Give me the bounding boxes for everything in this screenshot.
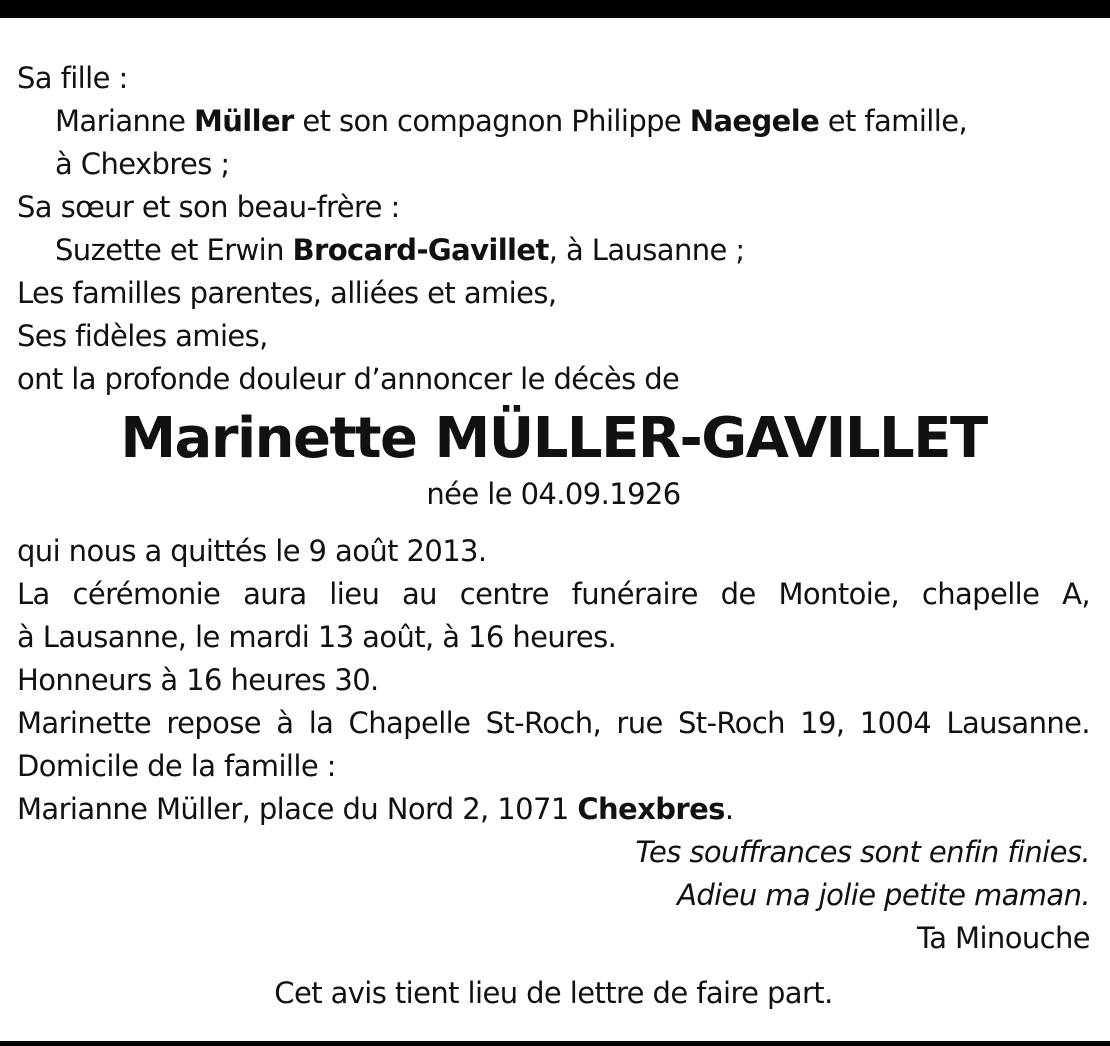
birth-date: née le 04.09.1926 bbox=[426, 477, 681, 511]
sister-surname: Brocard-Gavillet bbox=[292, 233, 549, 267]
domicile-town: Chexbres bbox=[577, 792, 725, 826]
domicile-line bbox=[17, 788, 1090, 831]
daughter-line bbox=[17, 100, 1090, 143]
verse-line-2: Adieu ma jolie petite maman. bbox=[677, 878, 1090, 912]
daughter-post: et famille, bbox=[819, 104, 968, 138]
sister-line bbox=[17, 229, 1090, 272]
ceremony-line-2: à Lausanne, le mardi 13 août, à 16 heures. bbox=[17, 620, 617, 654]
signature: Ta Minouche bbox=[916, 921, 1090, 955]
domicile-pre: Marianne Müller, place du Nord 2, 1071 bbox=[17, 792, 578, 826]
ceremony-line-1: La cérémonie aura lieu au centre funéraire de Montoie, chapelle A, bbox=[17, 577, 1090, 611]
domicile-post: . bbox=[724, 792, 734, 826]
daughter-pre: Marianne bbox=[55, 104, 194, 138]
daughter-place: à Chexbres ; bbox=[55, 147, 230, 181]
sister-pre: Suzette et Erwin bbox=[55, 233, 293, 267]
obituary-notice bbox=[17, 57, 1090, 1015]
closing-note: Cet avis tient lieu de lettre de faire part. bbox=[274, 976, 833, 1010]
daughter-surname: Müller bbox=[193, 104, 294, 138]
verse-line-1: Tes souffrances sont enfin finies. bbox=[635, 835, 1090, 869]
rests-line: Marinette repose à la Chapelle St-Roch, rue St-Roch 19, 1004 Lausanne. bbox=[17, 706, 1090, 740]
sister-post: , à Lausanne ; bbox=[548, 233, 745, 267]
sister-heading: Sa sœur et son beau-frère : bbox=[17, 190, 400, 224]
bottom-border-rule bbox=[0, 1041, 1110, 1046]
partner-surname: Naegele bbox=[689, 104, 820, 138]
announce-line: ont la profonde douleur d’annoncer le décès de bbox=[17, 362, 680, 396]
daughter-heading: Sa fille : bbox=[17, 61, 128, 95]
domicile-heading: Domicile de la famille : bbox=[17, 749, 336, 783]
daughter-mid: et son compagnon Philippe bbox=[293, 104, 690, 138]
top-border-rule bbox=[0, 0, 1110, 18]
deceased-name: Marinette MÜLLER-GAVILLET bbox=[120, 406, 987, 471]
honours-line: Honneurs à 16 heures 30. bbox=[17, 663, 379, 697]
friends-line: Ses fidèles amies, bbox=[17, 319, 268, 353]
passed-line: qui nous a quittés le 9 août 2013. bbox=[17, 534, 487, 568]
families-line: Les familles parentes, alliées et amies, bbox=[17, 276, 557, 310]
